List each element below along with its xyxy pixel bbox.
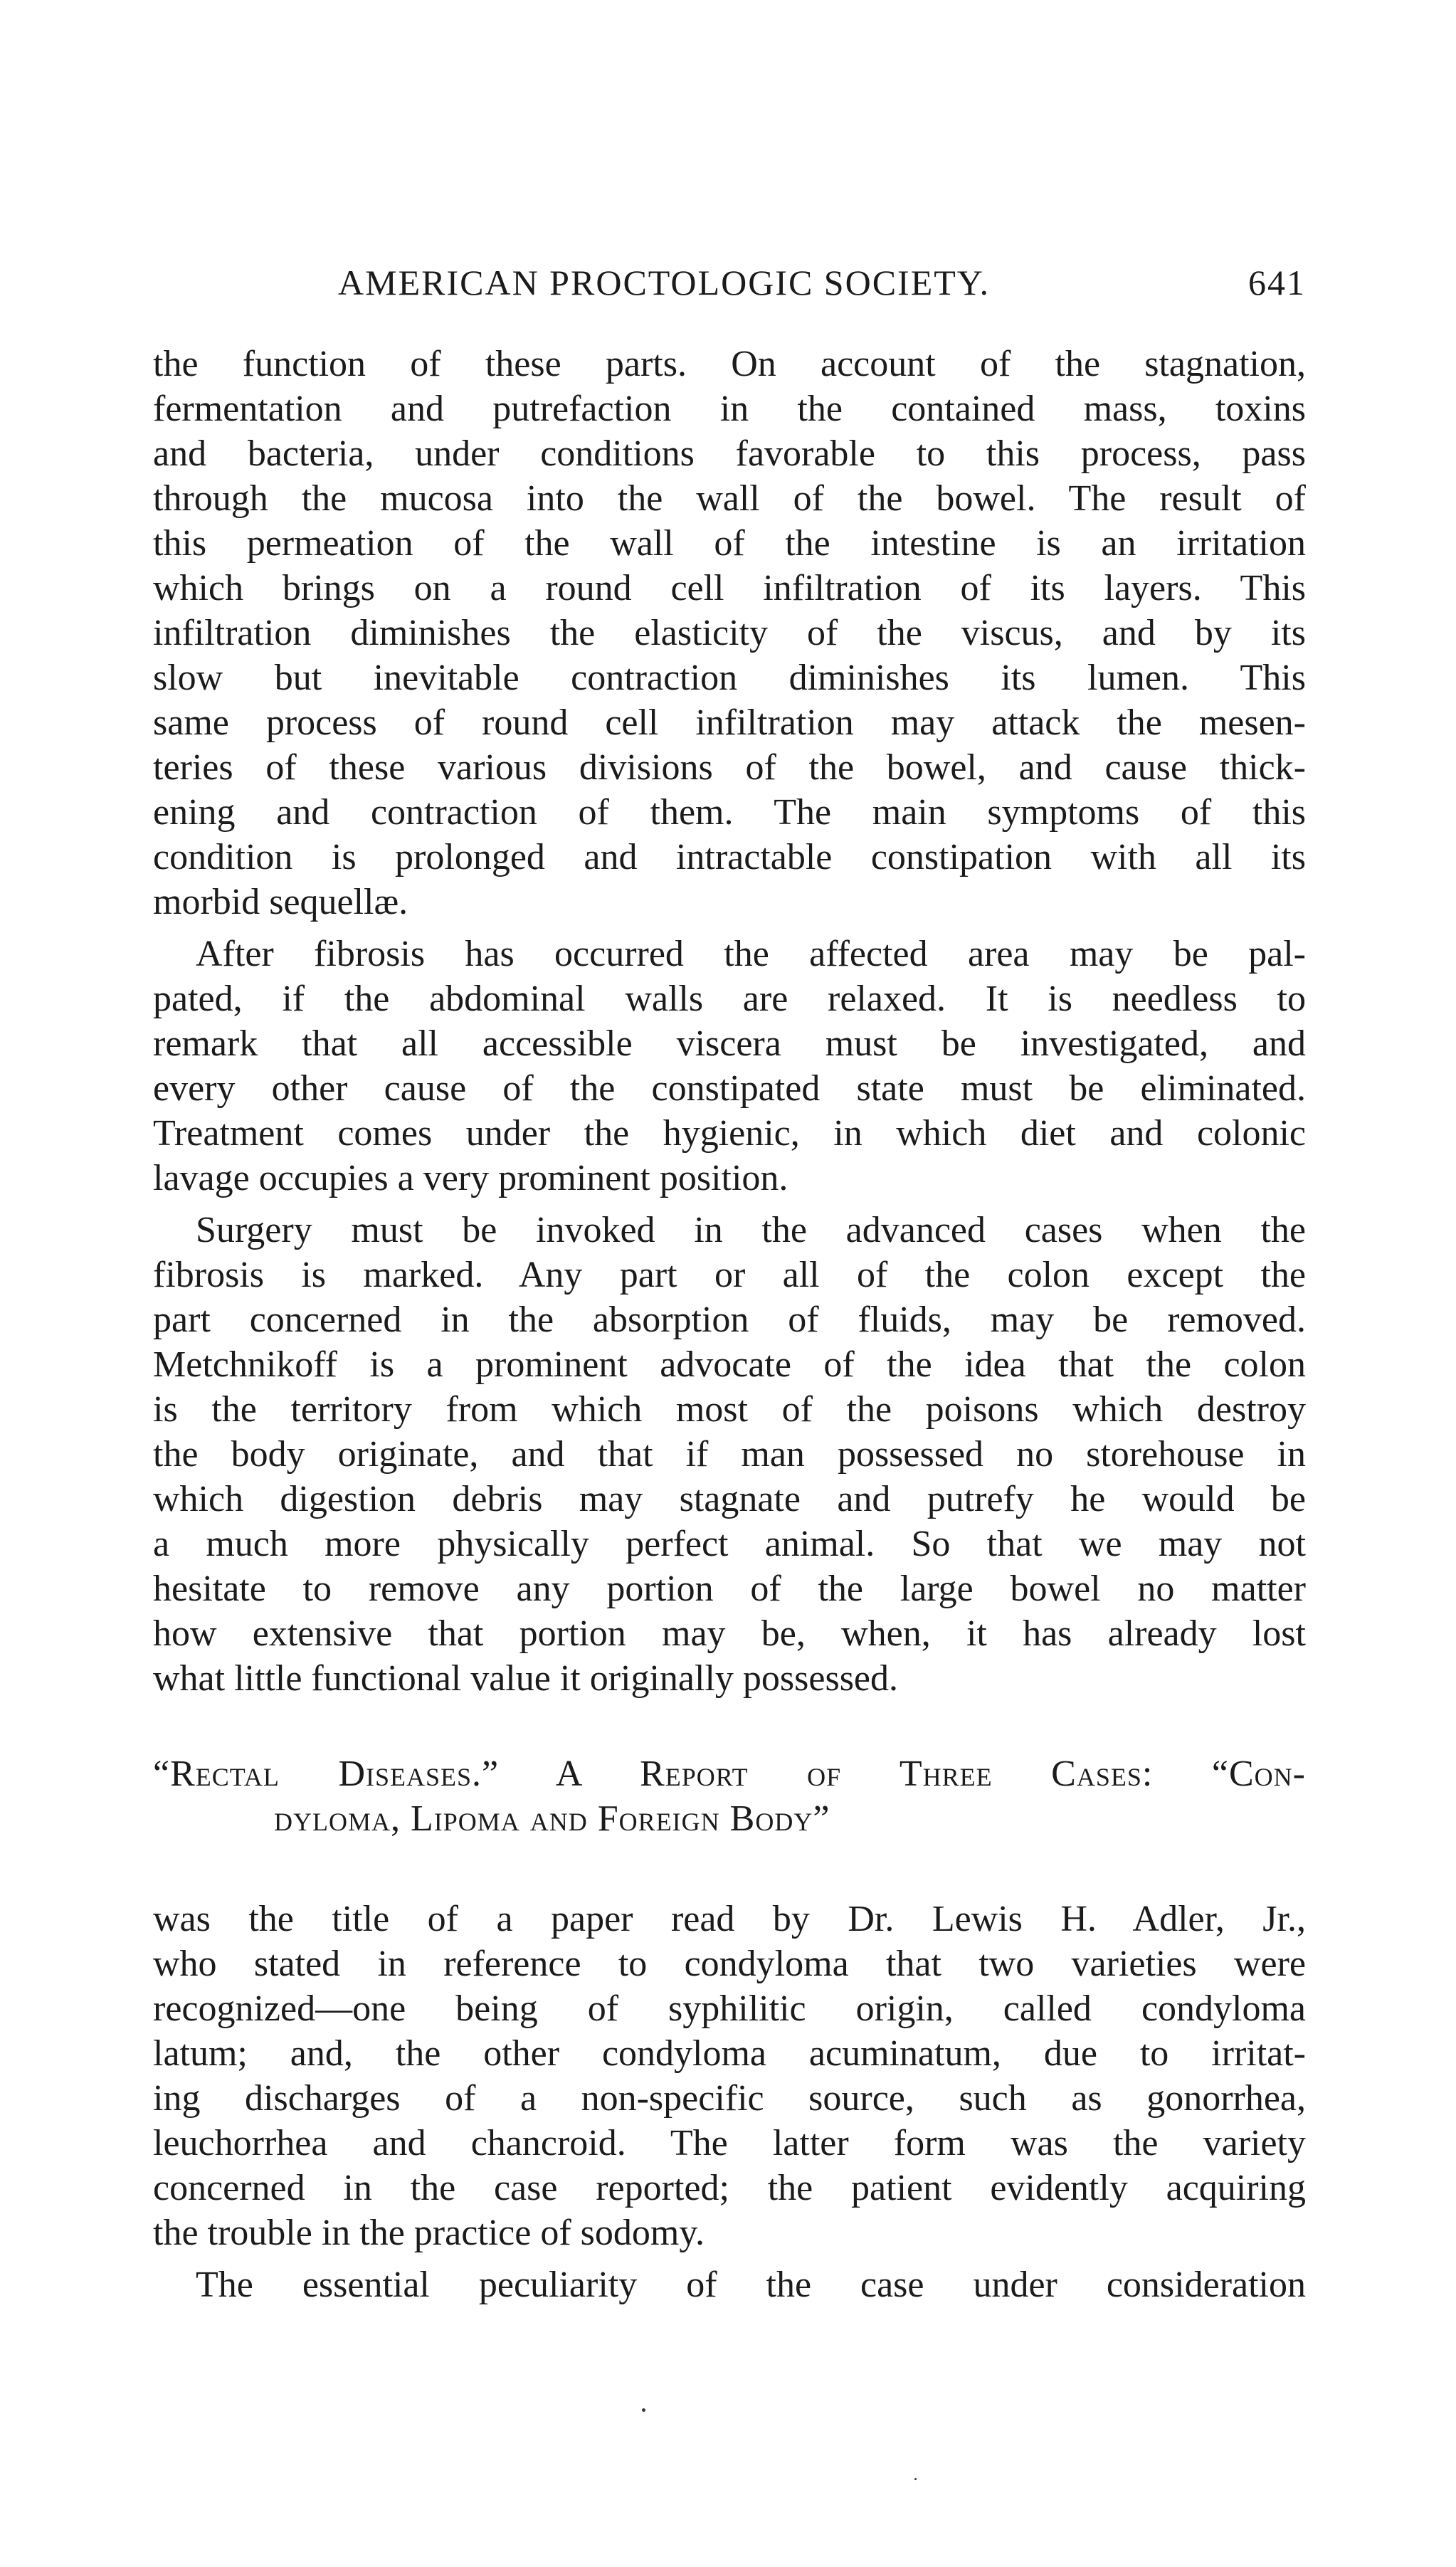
section-heading [153, 1751, 1306, 1841]
text-line: this permeation of the wall of the intestine is an irritation [153, 523, 1306, 564]
text-line: pated, if the abdominal walls are relaxed. It is needless to [153, 979, 1306, 1019]
text-line: morbid sequellæ. [153, 882, 408, 922]
text-line: is the territory from which most of the poisons which destroy [153, 1389, 1306, 1430]
body-text-continued [153, 1897, 1306, 2307]
text-line: leuchorrhea and chancroid. The latter form was the variety [153, 2123, 1306, 2163]
text-line: infiltration diminishes the elasticity of the viscus, and by its [153, 613, 1306, 653]
text-line: what little functional value it originally possessed. [153, 1658, 899, 1699]
text-line: teries of these various divisions of the bowel, and cause thick- [153, 747, 1306, 788]
text-line: who stated in reference to condyloma that two varieties were [153, 1944, 1306, 1984]
text-line: how extensive that portion may be, when, it has already lost [153, 1613, 1306, 1654]
text-line: which digestion debris may stagnate and putrefy he would be [153, 1479, 1306, 1519]
text-line: latum; and, the other condyloma acuminatum, due to irritat- [153, 2033, 1306, 2074]
running-title: AMERICAN PROCTOLOGIC SOCIETY. [338, 263, 990, 302]
text-line: Metchnikoff is a prominent advocate of the idea that the colon [153, 1344, 1306, 1385]
text-line: ing discharges of a non-specific source, such as gonorrhea, [153, 2078, 1306, 2119]
text-line: hesitate to remove any portion of the large bowel no matter [153, 1569, 1306, 1609]
text-line: part concerned in the absorption of fluids, may be removed. [153, 1300, 1306, 1340]
text-line: remark that all accessible viscera must be investigated, and [153, 1023, 1306, 1064]
text-line: slow but inevitable contraction diminishes its lumen. This [153, 658, 1306, 698]
section-heading-line: dyloma, Lipoma and Foreign Body” [274, 1798, 830, 1839]
text-line: The essential peculiarity of the case under consideration [196, 2265, 1306, 2305]
text-line: Surgery must be invoked in the advanced cases when the [196, 1210, 1306, 1250]
paper-speck [914, 2478, 917, 2480]
paragraph-gap [153, 1201, 1306, 1208]
text-line: fibrosis is marked. Any part or all of the colon except the [153, 1255, 1306, 1295]
paper-speck [642, 2408, 645, 2412]
text-line: same process of round cell infiltration may attack the mesen- [153, 702, 1306, 743]
paragraph-5 [153, 2262, 1306, 2307]
running-head [153, 262, 1306, 312]
text-line: which brings on a round cell infiltration of its layers. This [153, 568, 1306, 608]
text-line: After fibrosis has occurred the affected area may be pal- [196, 934, 1306, 974]
text-line: and bacteria, under conditions favorable to this process, pass [153, 433, 1306, 474]
paragraph-3 [153, 1208, 1306, 1701]
text-line: a much more physically perfect animal. So that we may not [153, 1524, 1306, 1564]
section-heading-line: “Rectal Diseases.” A Report of Three Cases: “Con- [153, 1754, 1306, 1794]
paragraph-gap [153, 2255, 1306, 2262]
text-line: recognized—one being of syphilitic origin, called condyloma [153, 1988, 1306, 2029]
paragraph-2 [153, 932, 1306, 1201]
paragraph-gap [153, 924, 1306, 932]
text-line: the trouble in the practice of sodomy. [153, 2213, 705, 2253]
text-line: Treatment comes under the hygienic, in which diet and colonic [153, 1113, 1306, 1154]
text-line: the body originate, and that if man possessed no storehouse in [153, 1434, 1306, 1475]
text-line: through the mucosa into the wall of the bowel. The result of [153, 478, 1306, 519]
text-line: condition is prolonged and intractable constipation with all its [153, 837, 1306, 877]
text-line: ening and contraction of them. The main symptoms of this [153, 792, 1306, 833]
paragraph-1 [153, 342, 1306, 924]
text-line: was the title of a paper read by Dr. Lewis H. Adler, Jr., [153, 1899, 1306, 1939]
page-number: 641 [1248, 263, 1306, 302]
text-line: fermentation and putrefaction in the contained mass, toxins [153, 389, 1306, 429]
text-line: lavage occupies a very prominent position. [153, 1158, 788, 1198]
paragraph-4 [153, 1897, 1306, 2255]
text-line: concerned in the case reported; the patient evidently acquiring [153, 2168, 1306, 2208]
text-line: every other cause of the constipated state must be eliminated. [153, 1068, 1306, 1109]
text-line: the function of these parts. On account of the stagnation, [153, 344, 1306, 384]
body-text [153, 342, 1306, 1701]
